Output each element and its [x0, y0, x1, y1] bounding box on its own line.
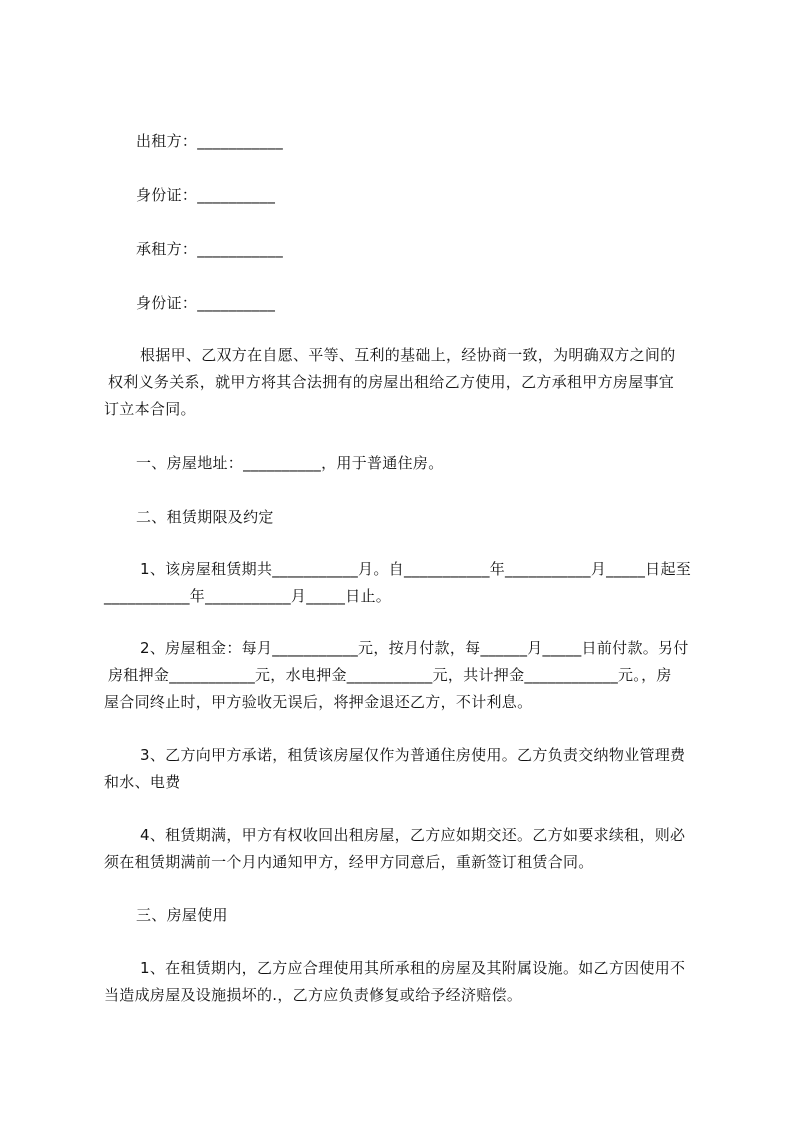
section-2-title: 二、租赁期限及约定: [136, 508, 274, 526]
lessee-line: 承租方：___________: [136, 240, 284, 258]
preamble-line-3: 订立本合同。: [104, 400, 196, 418]
section-2-item-3-line-1: 3、乙方向甲方承诺，租赁该房屋仅作为普通住房使用。乙方负责交纳物业管理费: [140, 746, 686, 764]
section-3-item-1-line-2: 当造成房屋及设施损坏的.，乙方应负责修复或给予经济赔偿。: [104, 986, 523, 1004]
section-3-item-1-line-1: 1、在租赁期内，乙方应合理使用其所承租的房屋及其附属设施。如乙方因使用不: [140, 959, 686, 977]
section-2-item-2-line-3: 屋合同终止时，甲方验收无误后，将押金退还乙方，不计利息。: [104, 693, 533, 711]
lessor-line: 出租方：___________: [136, 132, 284, 150]
section-3-title: 三、房屋使用: [136, 906, 228, 924]
lessor-id-line: 身份证：__________: [136, 186, 276, 204]
preamble-line-2: 权利义务关系，就甲方将其合法拥有的房屋出租给乙方使用，乙方承租甲方房屋事宜: [108, 373, 675, 391]
section-2-item-1-line-1: 1、该房屋租赁期共___________月。自___________年___________月_____日起至: [140, 560, 692, 578]
section-1-address: 一、房屋地址：__________，用于普通住房。: [136, 454, 444, 472]
section-2-item-4-line-1: 4、租赁期满，甲方有权收回出租房屋，乙方应如期交还。乙方如要求续租，则必: [140, 826, 686, 844]
lessee-id-line: 身份证：__________: [136, 294, 276, 312]
section-2-item-2-line-1: 2、房屋租金：每月___________元，按月付款，每______月_____日前付款。另付: [140, 639, 689, 657]
preamble-line-1: 根据甲、乙双方在自愿、平等、互利的基础上，经协商一致，为明确双方之间的: [140, 346, 676, 364]
section-2-item-2-line-2: 房租押金___________元，水电押金___________元，共计押金____________元。，房: [108, 666, 672, 684]
section-2-item-3-line-2: 和水、电费: [104, 773, 181, 791]
section-2-item-4-line-2: 须在租赁期满前一个月内通知甲方，经甲方同意后，重新签订租赁合同。: [104, 853, 594, 871]
section-2-item-1-line-2: ___________年___________月_____日止。: [104, 587, 392, 605]
